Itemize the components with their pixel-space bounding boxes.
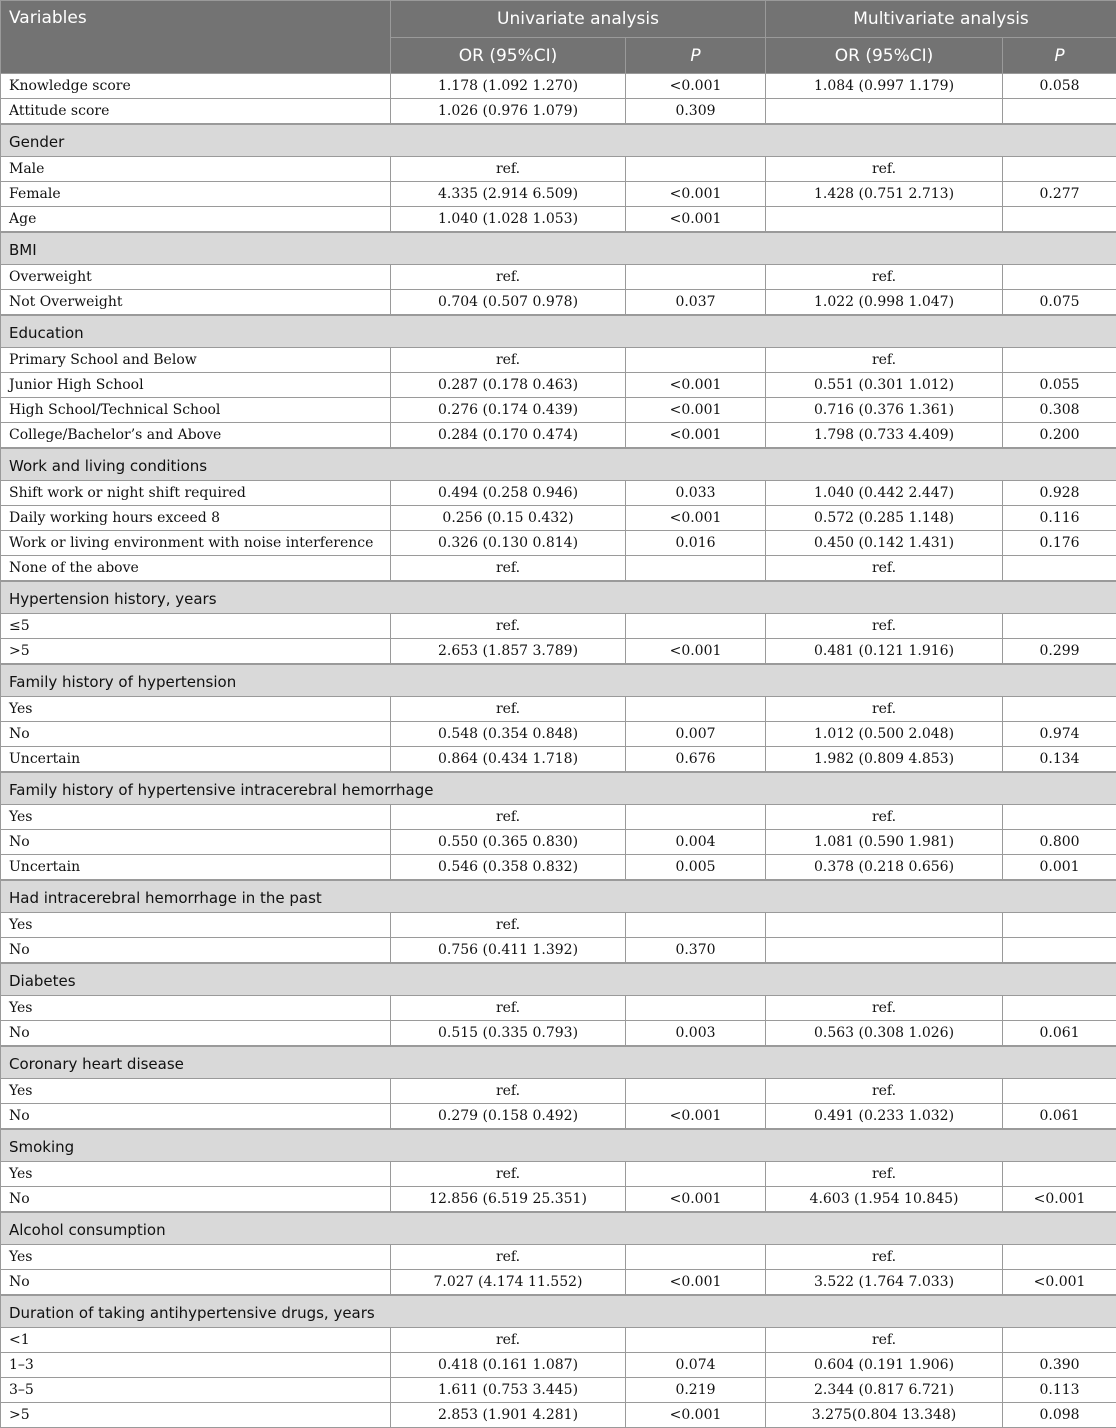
- table-row: [1, 747, 1116, 773]
- multivariate-p-cell: 0.299: [1003, 639, 1116, 665]
- univariate-p-cell: <0.001: [626, 639, 766, 665]
- table-row: [1, 1162, 1116, 1187]
- table-row: [1, 996, 1116, 1021]
- group-header-row: [1, 772, 1116, 805]
- univariate-or-cell: ref.: [391, 1162, 626, 1187]
- univariate-or-cell: ref.: [391, 265, 626, 290]
- group-header-row: [1, 124, 1116, 157]
- univariate-or-cell: ref.: [391, 1079, 626, 1104]
- table-row: [1, 1021, 1116, 1047]
- multivariate-or-cell: 1.798 (0.733 4.409): [766, 423, 1003, 449]
- group-header-row: [1, 664, 1116, 697]
- multivariate-or-cell: [766, 99, 1003, 125]
- univariate-p-cell: [626, 697, 766, 722]
- variable-cell: 1–3: [1, 1353, 391, 1378]
- multivariate-p-cell: [1003, 265, 1116, 290]
- multivariate-or-cell: [766, 913, 1003, 938]
- table-row: [1, 265, 1116, 290]
- multivariate-or-cell: ref.: [766, 614, 1003, 639]
- univariate-p-cell: <0.001: [626, 398, 766, 423]
- table-row: [1, 398, 1116, 423]
- univariate-p-cell: <0.001: [626, 1403, 766, 1428]
- group-label: Work and living conditions: [1, 448, 1116, 481]
- variable-cell: Yes: [1, 1245, 391, 1270]
- univariate-or-cell: ref.: [391, 697, 626, 722]
- multivariate-or-cell: 0.450 (0.142 1.431): [766, 531, 1003, 556]
- univariate-or-cell: 0.256 (0.15 0.432): [391, 506, 626, 531]
- univariate-or-cell: 2.653 (1.857 3.789): [391, 639, 626, 665]
- group-label: Duration of taking antihypertensive drugs, years: [1, 1295, 1116, 1328]
- group-label: BMI: [1, 232, 1116, 265]
- univariate-or-cell: 0.704 (0.507 0.978): [391, 290, 626, 316]
- univariate-or-cell: 1.178 (1.092 1.270): [391, 74, 626, 99]
- table-row: [1, 481, 1116, 506]
- univariate-or-cell: 0.276 (0.174 0.439): [391, 398, 626, 423]
- univariate-or-cell: 0.326 (0.130 0.814): [391, 531, 626, 556]
- multivariate-p-cell: 0.277: [1003, 182, 1116, 207]
- group-label: Smoking: [1, 1129, 1116, 1162]
- univariate-p-cell: <0.001: [626, 506, 766, 531]
- multivariate-p-cell: 0.176: [1003, 531, 1116, 556]
- variable-cell: No: [1, 1187, 391, 1213]
- group-header-row: [1, 880, 1116, 913]
- univariate-p-cell: <0.001: [626, 1270, 766, 1296]
- table-row: [1, 913, 1116, 938]
- univariate-p-cell: [626, 614, 766, 639]
- univariate-p-cell: 0.007: [626, 722, 766, 747]
- multivariate-p-cell: [1003, 1079, 1116, 1104]
- multivariate-p-cell: [1003, 614, 1116, 639]
- variable-cell: High School/Technical School: [1, 398, 391, 423]
- group-label: Education: [1, 315, 1116, 348]
- univariate-p-cell: 0.074: [626, 1353, 766, 1378]
- multivariate-p-cell: 0.974: [1003, 722, 1116, 747]
- multivariate-p-cell: 0.113: [1003, 1378, 1116, 1403]
- multivariate-or-cell: 4.603 (1.954 10.845): [766, 1187, 1003, 1213]
- multivariate-or-cell: 1.081 (0.590 1.981): [766, 830, 1003, 855]
- table-row: [1, 506, 1116, 531]
- variable-cell: Not Overweight: [1, 290, 391, 316]
- multivariate-or-cell: ref.: [766, 265, 1003, 290]
- multivariate-p-cell: [1003, 99, 1116, 125]
- multivariate-p-cell: [1003, 697, 1116, 722]
- table-row: [1, 722, 1116, 747]
- variable-cell: Primary School and Below: [1, 348, 391, 373]
- table-row: [1, 207, 1116, 233]
- univariate-or-cell: 0.548 (0.354 0.848): [391, 722, 626, 747]
- univariate-p-cell: <0.001: [626, 1187, 766, 1213]
- multivariate-p-header: P: [1003, 38, 1116, 74]
- table-header: [1, 1, 1116, 74]
- variable-cell: No: [1, 830, 391, 855]
- univariate-p-cell: [626, 1079, 766, 1104]
- multivariate-p-cell: 0.116: [1003, 506, 1116, 531]
- variable-cell: No: [1, 938, 391, 964]
- table-row: [1, 1079, 1116, 1104]
- multivariate-p-cell: 0.800: [1003, 830, 1116, 855]
- univariate-p-cell: <0.001: [626, 373, 766, 398]
- univariate-p-cell: <0.001: [626, 207, 766, 233]
- multivariate-or-cell: 1.040 (0.442 2.447): [766, 481, 1003, 506]
- multivariate-or-cell: 1.982 (0.809 4.853): [766, 747, 1003, 773]
- table-row: [1, 830, 1116, 855]
- group-header-row: [1, 1129, 1116, 1162]
- univariate-or-cell: 0.494 (0.258 0.946): [391, 481, 626, 506]
- multivariate-or-cell: ref.: [766, 157, 1003, 182]
- univariate-or-cell: 0.546 (0.358 0.832): [391, 855, 626, 881]
- multivariate-or-cell: ref.: [766, 996, 1003, 1021]
- multivariate-or-cell: 0.551 (0.301 1.012): [766, 373, 1003, 398]
- table-row: [1, 614, 1116, 639]
- variable-cell: Yes: [1, 913, 391, 938]
- table-row: [1, 1104, 1116, 1130]
- table-row: [1, 1245, 1116, 1270]
- univariate-p-cell: [626, 996, 766, 1021]
- variable-cell: Yes: [1, 1079, 391, 1104]
- univariate-p-cell: [626, 556, 766, 582]
- variable-cell: No: [1, 1104, 391, 1130]
- table-row: [1, 348, 1116, 373]
- univariate-or-cell: 0.418 (0.161 1.087): [391, 1353, 626, 1378]
- table-body: [1, 74, 1116, 1428]
- multivariate-p-cell: [1003, 913, 1116, 938]
- multivariate-p-cell: 0.055: [1003, 373, 1116, 398]
- table-row: [1, 99, 1116, 125]
- group-header-row: [1, 232, 1116, 265]
- multivariate-p-cell: 0.061: [1003, 1104, 1116, 1130]
- univariate-or-cell: ref.: [391, 556, 626, 582]
- univariate-header: Univariate analysis: [391, 1, 766, 38]
- univariate-or-cell: 0.864 (0.434 1.718): [391, 747, 626, 773]
- univariate-p-cell: 0.037: [626, 290, 766, 316]
- variable-cell: Female: [1, 182, 391, 207]
- multivariate-or-cell: ref.: [766, 1245, 1003, 1270]
- variable-cell: Junior High School: [1, 373, 391, 398]
- group-header-row: [1, 315, 1116, 348]
- multivariate-or-cell: 0.491 (0.233 1.032): [766, 1104, 1003, 1130]
- group-label: Hypertension history, years: [1, 581, 1116, 614]
- multivariate-or-cell: 0.378 (0.218 0.656): [766, 855, 1003, 881]
- multivariate-p-cell: [1003, 157, 1116, 182]
- table-row: [1, 1378, 1116, 1403]
- table-row: [1, 373, 1116, 398]
- variables-header: Variables: [1, 1, 391, 74]
- univariate-or-cell: 0.515 (0.335 0.793): [391, 1021, 626, 1047]
- univariate-or-cell: 1.026 (0.976 1.079): [391, 99, 626, 125]
- table-row: [1, 805, 1116, 830]
- multivariate-p-cell: [1003, 996, 1116, 1021]
- univariate-p-header: P: [626, 38, 766, 74]
- table-row: [1, 1403, 1116, 1428]
- multivariate-p-cell: [1003, 938, 1116, 964]
- group-header-row: [1, 1295, 1116, 1328]
- multivariate-or-cell: ref.: [766, 805, 1003, 830]
- variable-cell: Yes: [1, 996, 391, 1021]
- univariate-or-cell: 7.027 (4.174 11.552): [391, 1270, 626, 1296]
- multivariate-p-cell: 0.928: [1003, 481, 1116, 506]
- variable-cell: 3–5: [1, 1378, 391, 1403]
- group-label: Family history of hypertension: [1, 664, 1116, 697]
- univariate-p-cell: <0.001: [626, 423, 766, 449]
- univariate-or-cell: ref.: [391, 157, 626, 182]
- univariate-p-cell: <0.001: [626, 1104, 766, 1130]
- group-label: Gender: [1, 124, 1116, 157]
- multivariate-p-cell: [1003, 348, 1116, 373]
- table-row: [1, 1353, 1116, 1378]
- variable-cell: Uncertain: [1, 855, 391, 881]
- multivariate-or-cell: 3.275(0.804 13.348): [766, 1403, 1003, 1428]
- univariate-or-cell: ref.: [391, 913, 626, 938]
- variable-cell: Overweight: [1, 265, 391, 290]
- multivariate-p-cell: 0.308: [1003, 398, 1116, 423]
- univariate-or-cell: ref.: [391, 1328, 626, 1353]
- multivariate-p-cell: 0.134: [1003, 747, 1116, 773]
- univariate-or-cell: 0.756 (0.411 1.392): [391, 938, 626, 964]
- univariate-p-cell: [626, 1162, 766, 1187]
- multivariate-or-cell: 0.604 (0.191 1.906): [766, 1353, 1003, 1378]
- multivariate-p-cell: 0.061: [1003, 1021, 1116, 1047]
- variable-cell: None of the above: [1, 556, 391, 582]
- univariate-or-cell: 1.611 (0.753 3.445): [391, 1378, 626, 1403]
- univariate-p-cell: [626, 805, 766, 830]
- table-row: [1, 423, 1116, 449]
- multivariate-or-cell: 0.572 (0.285 1.148): [766, 506, 1003, 531]
- multivariate-or-cell: 1.022 (0.998 1.047): [766, 290, 1003, 316]
- multivariate-p-cell: 0.001: [1003, 855, 1116, 881]
- multivariate-or-cell: ref.: [766, 1079, 1003, 1104]
- multivariate-p-cell: 0.098: [1003, 1403, 1116, 1428]
- univariate-p-cell: [626, 348, 766, 373]
- variable-cell: Uncertain: [1, 747, 391, 773]
- univariate-or-cell: ref.: [391, 1245, 626, 1270]
- multivariate-or-cell: [766, 938, 1003, 964]
- univariate-p-cell: 0.016: [626, 531, 766, 556]
- group-label: Family history of hypertensive intracerebral hemorrhage: [1, 772, 1116, 805]
- variable-cell: Knowledge score: [1, 74, 391, 99]
- univariate-p-cell: 0.003: [626, 1021, 766, 1047]
- group-header-row: [1, 448, 1116, 481]
- univariate-or-cell: ref.: [391, 348, 626, 373]
- variable-cell: Shift work or night shift required: [1, 481, 391, 506]
- variable-cell: College/Bachelor’s and Above: [1, 423, 391, 449]
- multivariate-or-cell: 2.344 (0.817 6.721): [766, 1378, 1003, 1403]
- table-row: [1, 531, 1116, 556]
- multivariate-header: Multivariate analysis: [766, 1, 1116, 38]
- univariate-p-cell: [626, 1245, 766, 1270]
- table-row: [1, 639, 1116, 665]
- table-row: [1, 855, 1116, 881]
- univariate-or-cell: 2.853 (1.901 4.281): [391, 1403, 626, 1428]
- variable-cell: Male: [1, 157, 391, 182]
- variable-cell: Yes: [1, 805, 391, 830]
- multivariate-or-cell: ref.: [766, 697, 1003, 722]
- univariate-p-cell: [626, 913, 766, 938]
- univariate-or-cell: 0.279 (0.158 0.492): [391, 1104, 626, 1130]
- table-row: [1, 1328, 1116, 1353]
- variable-cell: >5: [1, 1403, 391, 1428]
- univariate-p-cell: <0.001: [626, 74, 766, 99]
- multivariate-or-cell: ref.: [766, 556, 1003, 582]
- multivariate-or-cell: 0.716 (0.376 1.361): [766, 398, 1003, 423]
- table-row: [1, 556, 1116, 582]
- variable-cell: >5: [1, 639, 391, 665]
- multivariate-p-cell: <0.001: [1003, 1187, 1116, 1213]
- multivariate-p-cell: 0.058: [1003, 74, 1116, 99]
- univariate-or-cell: 0.550 (0.365 0.830): [391, 830, 626, 855]
- univariate-or-cell: ref.: [391, 614, 626, 639]
- table-row: [1, 1270, 1116, 1296]
- multivariate-p-cell: [1003, 1328, 1116, 1353]
- univariate-or-header: OR (95%CI): [391, 38, 626, 74]
- variable-cell: ≤5: [1, 614, 391, 639]
- group-header-row: [1, 1212, 1116, 1245]
- univariate-or-cell: 12.856 (6.519 25.351): [391, 1187, 626, 1213]
- multivariate-or-cell: [766, 207, 1003, 233]
- univariate-p-cell: [626, 157, 766, 182]
- univariate-or-cell: 0.284 (0.170 0.474): [391, 423, 626, 449]
- univariate-p-cell: 0.005: [626, 855, 766, 881]
- univariate-p-cell: 0.033: [626, 481, 766, 506]
- multivariate-p-cell: 0.200: [1003, 423, 1116, 449]
- variable-cell: Age: [1, 207, 391, 233]
- multivariate-p-cell: [1003, 1245, 1116, 1270]
- multivariate-p-cell: [1003, 805, 1116, 830]
- variable-cell: Daily working hours exceed 8: [1, 506, 391, 531]
- univariate-p-cell: 0.309: [626, 99, 766, 125]
- variable-cell: <1: [1, 1328, 391, 1353]
- multivariate-p-cell: <0.001: [1003, 1270, 1116, 1296]
- group-label: Had intracerebral hemorrhage in the past: [1, 880, 1116, 913]
- table-row: [1, 182, 1116, 207]
- univariate-p-cell: 0.676: [626, 747, 766, 773]
- group-header-row: [1, 963, 1116, 996]
- univariate-p-cell: 0.004: [626, 830, 766, 855]
- univariate-p-cell: <0.001: [626, 182, 766, 207]
- group-header-row: [1, 1046, 1116, 1079]
- multivariate-or-header: OR (95%CI): [766, 38, 1003, 74]
- variable-cell: No: [1, 1270, 391, 1296]
- univariate-or-cell: 1.040 (1.028 1.053): [391, 207, 626, 233]
- multivariate-p-cell: [1003, 1162, 1116, 1187]
- multivariate-or-cell: ref.: [766, 348, 1003, 373]
- multivariate-or-cell: 1.012 (0.500 2.048): [766, 722, 1003, 747]
- table-row: [1, 74, 1116, 99]
- multivariate-or-cell: ref.: [766, 1328, 1003, 1353]
- multivariate-or-cell: 1.428 (0.751 2.713): [766, 182, 1003, 207]
- variable-cell: Work or living environment with noise interference: [1, 531, 391, 556]
- table-row: [1, 290, 1116, 316]
- univariate-or-cell: ref.: [391, 805, 626, 830]
- table-row: [1, 1187, 1116, 1213]
- multivariate-p-cell: 0.390: [1003, 1353, 1116, 1378]
- multivariate-p-cell: [1003, 207, 1116, 233]
- multivariate-p-cell: [1003, 556, 1116, 582]
- variable-cell: Yes: [1, 697, 391, 722]
- univariate-p-cell: 0.219: [626, 1378, 766, 1403]
- univariate-or-cell: ref.: [391, 996, 626, 1021]
- univariate-or-cell: 0.287 (0.178 0.463): [391, 373, 626, 398]
- group-label: Alcohol consumption: [1, 1212, 1116, 1245]
- multivariate-or-cell: 0.563 (0.308 1.026): [766, 1021, 1003, 1047]
- multivariate-or-cell: ref.: [766, 1162, 1003, 1187]
- univariate-or-cell: 4.335 (2.914 6.509): [391, 182, 626, 207]
- univariate-p-cell: [626, 1328, 766, 1353]
- group-label: Coronary heart disease: [1, 1046, 1116, 1079]
- table-row: [1, 938, 1116, 964]
- variable-cell: No: [1, 1021, 391, 1047]
- multivariate-or-cell: 3.522 (1.764 7.033): [766, 1270, 1003, 1296]
- variable-cell: Yes: [1, 1162, 391, 1187]
- table-row: [1, 697, 1116, 722]
- multivariate-or-cell: 1.084 (0.997 1.179): [766, 74, 1003, 99]
- multivariate-p-cell: 0.075: [1003, 290, 1116, 316]
- group-header-row: [1, 581, 1116, 614]
- multivariate-or-cell: 0.481 (0.121 1.916): [766, 639, 1003, 665]
- variable-cell: Attitude score: [1, 99, 391, 125]
- group-label: Diabetes: [1, 963, 1116, 996]
- univariate-p-cell: [626, 265, 766, 290]
- univariate-p-cell: 0.370: [626, 938, 766, 964]
- table-row: [1, 157, 1116, 182]
- variable-cell: No: [1, 722, 391, 747]
